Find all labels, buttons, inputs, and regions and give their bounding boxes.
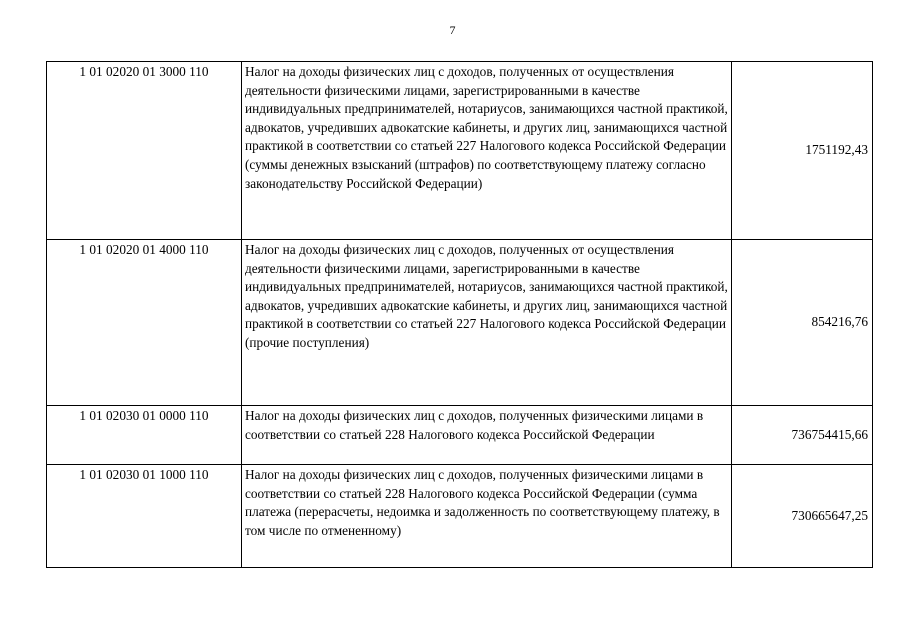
revenue-amount: 854216,76 (732, 240, 873, 406)
page-number: 7 (449, 23, 456, 37)
table-row (47, 240, 873, 406)
revenue-amount: 730665647,25 (732, 465, 873, 568)
budget-classification-code: 1 01 02020 01 3000 110 (47, 62, 242, 240)
budget-classification-code: 1 01 02020 01 4000 110 (47, 240, 242, 406)
budget-classification-code: 1 01 02030 01 1000 110 (47, 465, 242, 568)
budget-classification-code: 1 01 02030 01 0000 110 (47, 406, 242, 465)
revenue-amount: 736754415,66 (732, 406, 873, 465)
revenue-description: Налог на доходы физических лиц с доходов, полученных физическими лицами в соответствии со статьей 228 Налогового кодекса Российской Федерации (242, 406, 732, 465)
revenue-amount: 1751192,43 (732, 62, 873, 240)
table-row (47, 465, 873, 568)
revenue-description: Налог на доходы физических лиц с доходов, полученных от осуществления деятельности физическими лицами, зарегистрированными в качестве индивидуальных предпринимателей, нотариусов, занимающихся частной практикой, адвокатов, учредивших адвокатские кабинеты, и других лиц, занимающихся частной практикой в соответствии со статьей 227 Налогового кодекса Российской Федерации (суммы денежных взысканий (штрафов) по соответствующему платежу согласно законодательству Российской Федерации) (242, 62, 732, 240)
revenue-description: Налог на доходы физических лиц с доходов, полученных физическими лицами в соответствии со статьей 228 Налогового кодекса Российской Федерации (сумма платежа (перерасчеты, недоимка и задолженность по соответствующему платежу, в том числе по отмененному) (242, 465, 732, 568)
table-row (47, 62, 873, 240)
revenue-description: Налог на доходы физических лиц с доходов, полученных от осуществления деятельности физическими лицами, зарегистрированными в качестве индивидуальных предпринимателей, нотариусов, занимающихся частной практикой, адвокатов, учредивших адвокатские кабинеты, и других лиц, занимающихся частной практикой в соответствии со статьей 227 Налогового кодекса Российской Федерации (прочие поступления) (242, 240, 732, 406)
revenue-table (46, 61, 873, 568)
table-row (47, 406, 873, 465)
